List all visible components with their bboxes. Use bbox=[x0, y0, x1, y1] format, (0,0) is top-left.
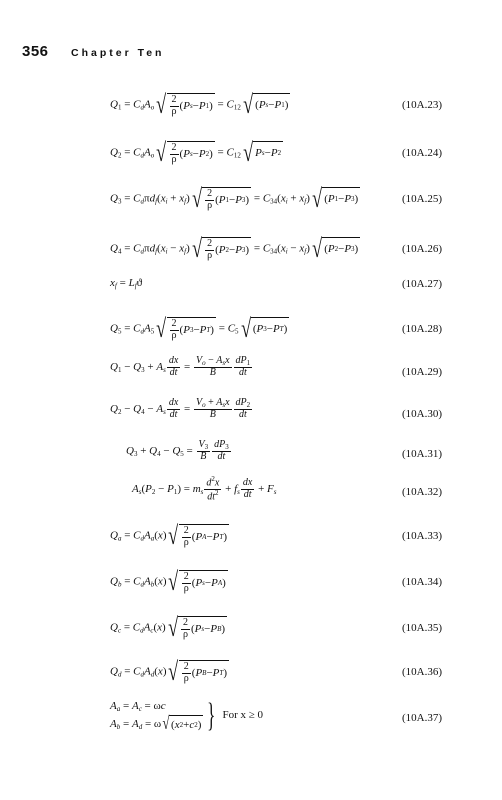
equation-number: (10A.36) bbox=[401, 666, 442, 678]
equation-number: (10A.35) bbox=[401, 622, 442, 634]
equation-number: (10A.33) bbox=[401, 530, 442, 542]
equation-number: (10A.24) bbox=[401, 147, 442, 159]
equation-condition: For x ≥ 0 bbox=[222, 709, 264, 722]
equation: $Q_1 = C_dA_o$ √ $\frac{2}{\rho}$ ( P s − P 1 ) = $C_{12}$ √ ( P s − P 1 ) bbox=[110, 90, 289, 120]
equation: $A_a = A_c = \omega c$ $A_b = A_d = \omega$ √ ( x 2 + c 2 ) } For x ≥ 0 bbox=[110, 696, 264, 734]
equation: $Q_1 - Q_3 + A_s$ $\frac{dx}{dt}$ = $\frac{V_o - A_sx}{B}$ $\frac{dP_1}{dt}$ bbox=[110, 355, 251, 379]
equation-number: (10A.23) bbox=[401, 99, 442, 111]
equation: $Q_2 = C_dA_o$ √ $\frac{2}{\rho}$ ( P s − P 2 ) = $C_{12}$ √ P s − P 2 bbox=[110, 138, 282, 168]
equation: $Q_a = C_dA_a(x)$ √ $\frac{2}{\rho}$ ( P A − P T ) bbox=[110, 521, 227, 550]
equation-number: (10A.30) bbox=[401, 408, 442, 420]
equation: $Q_b = C_dA_b(x)$ √ $\frac{2}{\rho}$ ( P s − P A ) bbox=[110, 567, 226, 596]
equation: $x_f = L_fϑ$ bbox=[110, 277, 143, 290]
page-header bbox=[22, 43, 164, 61]
page-number: 356 bbox=[22, 43, 49, 60]
equation-number: (10A.27) bbox=[401, 278, 442, 290]
equation-number: (10A.32) bbox=[401, 486, 442, 498]
equation-number: (10A.26) bbox=[401, 243, 442, 255]
equation-number: (10A.29) bbox=[401, 366, 442, 378]
equation-number: (10A.28) bbox=[401, 323, 442, 335]
equation: $Q_5 = C_dA_5$ √ $\frac{2}{\rho}$ ( P 3 − P T ) = $C_5$ √ ( P 3 − P T ) bbox=[110, 314, 288, 344]
equation-number: (10A.37) bbox=[401, 712, 442, 724]
equation-number: (10A.25) bbox=[401, 193, 442, 205]
equation: $Q_d = C_dA_d(x)$ √ $\frac{2}{\rho}$ ( P B − P T ) bbox=[110, 657, 227, 686]
chapter-title: Chapter Ten bbox=[70, 47, 165, 59]
equation: $Q_3 + Q_4 - Q_5$ = $\frac{V_3}{B}$ $\frac{dP_3}{dt}$ bbox=[126, 439, 229, 463]
equation-number: (10A.34) bbox=[401, 576, 442, 588]
equation: $A_s(P_2 - P_1) = m_s$ $\frac{d^2x}{dt^2}$ + $f_s$ $\frac{dx}{dt}$ + $F_s$ bbox=[132, 475, 277, 503]
equation: $Q_4 = C_d\pi d_f(x_i - x_f)$ √ $\frac{2}{\rho}$ ( P 2 − P 3 ) = $C_{34}(x_i - x_f)$ √ ( P 2 − P 3 ) bbox=[110, 234, 359, 264]
equation: $Q_3 = C_d\pi d_f(x_i + x_f)$ √ $\frac{2}{\rho}$ ( P 1 − P 3 ) = $C_{34}(x_i + x_f)$ √ ( P 1 − P 3 ) bbox=[110, 184, 359, 214]
equation: $Q_2 - Q_4 - A_s$ $\frac{dx}{dt}$ = $\frac{V_o + A_sx}{B}$ $\frac{dP_2}{dt}$ bbox=[110, 397, 251, 421]
equation-number: (10A.31) bbox=[401, 448, 442, 460]
equation: $Q_c = C_dA_c(x)$ √ $\frac{2}{\rho}$ ( P s − P B ) bbox=[110, 613, 226, 642]
